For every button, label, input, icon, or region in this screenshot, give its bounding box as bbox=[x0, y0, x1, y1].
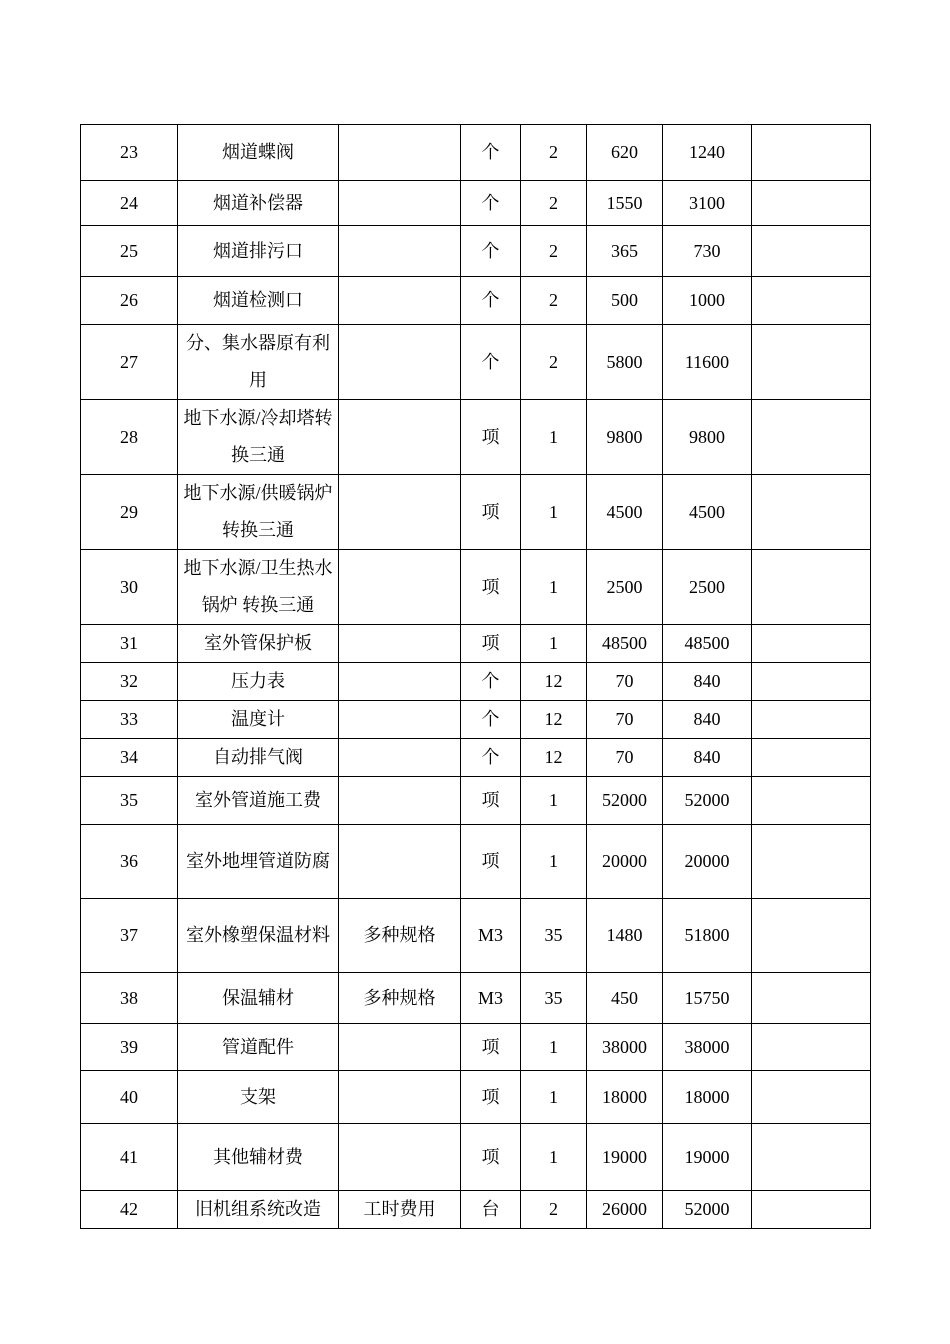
cell-unit: 个 bbox=[461, 663, 521, 701]
cell-spec bbox=[339, 226, 461, 277]
cell-price: 500 bbox=[587, 277, 663, 325]
cell-unit: 项 bbox=[461, 777, 521, 825]
cell-total: 4500 bbox=[663, 475, 752, 550]
cell-note bbox=[752, 739, 871, 777]
cell-name: 旧机组系统改造 bbox=[178, 1191, 339, 1229]
table-row bbox=[81, 825, 871, 899]
cell-name: 烟道排污口 bbox=[178, 226, 339, 277]
cell-total: 3100 bbox=[663, 181, 752, 226]
cell-unit: 台 bbox=[461, 1191, 521, 1229]
cell-total: 840 bbox=[663, 663, 752, 701]
cell-name: 温度计 bbox=[178, 701, 339, 739]
cell-qty: 12 bbox=[521, 663, 587, 701]
cell-qty: 12 bbox=[521, 701, 587, 739]
cell-total: 9800 bbox=[663, 400, 752, 475]
cell-qty: 1 bbox=[521, 550, 587, 625]
cell-no: 23 bbox=[81, 125, 178, 181]
cell-unit: 个 bbox=[461, 181, 521, 226]
cell-name: 地下水源/冷却塔转换三通 bbox=[178, 400, 339, 475]
cell-price: 2500 bbox=[587, 550, 663, 625]
cell-qty: 1 bbox=[521, 625, 587, 663]
cell-price: 1550 bbox=[587, 181, 663, 226]
cell-name: 地下水源/卫生热水锅炉 转换三通 bbox=[178, 550, 339, 625]
cell-no: 40 bbox=[81, 1071, 178, 1124]
cell-qty: 1 bbox=[521, 1024, 587, 1071]
cell-spec bbox=[339, 475, 461, 550]
cell-note bbox=[752, 325, 871, 400]
cell-unit: 项 bbox=[461, 550, 521, 625]
cell-spec bbox=[339, 739, 461, 777]
cell-price: 20000 bbox=[587, 825, 663, 899]
cell-unit: 个 bbox=[461, 226, 521, 277]
table-row bbox=[81, 475, 871, 550]
cell-price: 70 bbox=[587, 663, 663, 701]
cell-note bbox=[752, 825, 871, 899]
cell-no: 27 bbox=[81, 325, 178, 400]
cell-price: 26000 bbox=[587, 1191, 663, 1229]
cell-total: 15750 bbox=[663, 973, 752, 1024]
cell-price: 19000 bbox=[587, 1124, 663, 1191]
cell-note bbox=[752, 181, 871, 226]
cell-no: 26 bbox=[81, 277, 178, 325]
cell-note bbox=[752, 777, 871, 825]
cell-qty: 2 bbox=[521, 125, 587, 181]
cell-no: 41 bbox=[81, 1124, 178, 1191]
cell-name: 地下水源/供暖锅炉 转换三通 bbox=[178, 475, 339, 550]
cell-unit: 个 bbox=[461, 739, 521, 777]
cell-name: 烟道补偿器 bbox=[178, 181, 339, 226]
cell-name: 室外地埋管道防腐 bbox=[178, 825, 339, 899]
cell-no: 37 bbox=[81, 899, 178, 973]
cell-qty: 1 bbox=[521, 475, 587, 550]
table-row bbox=[81, 400, 871, 475]
cell-note bbox=[752, 663, 871, 701]
cell-no: 33 bbox=[81, 701, 178, 739]
cell-no: 39 bbox=[81, 1024, 178, 1071]
cell-spec bbox=[339, 625, 461, 663]
cell-total: 20000 bbox=[663, 825, 752, 899]
cell-spec: 工时费用 bbox=[339, 1191, 461, 1229]
cell-no: 36 bbox=[81, 825, 178, 899]
cell-name: 分、集水器原有利用 bbox=[178, 325, 339, 400]
cell-spec bbox=[339, 181, 461, 226]
cell-total: 11600 bbox=[663, 325, 752, 400]
cell-no: 38 bbox=[81, 973, 178, 1024]
cell-qty: 35 bbox=[521, 973, 587, 1024]
cell-no: 32 bbox=[81, 663, 178, 701]
table-row bbox=[81, 125, 871, 181]
cell-no: 28 bbox=[81, 400, 178, 475]
cell-total: 19000 bbox=[663, 1124, 752, 1191]
cell-name: 管道配件 bbox=[178, 1024, 339, 1071]
cell-unit: 项 bbox=[461, 1024, 521, 1071]
cell-total: 52000 bbox=[663, 1191, 752, 1229]
cell-spec: 多种规格 bbox=[339, 899, 461, 973]
cell-total: 840 bbox=[663, 701, 752, 739]
cell-qty: 2 bbox=[521, 277, 587, 325]
cell-unit: 项 bbox=[461, 475, 521, 550]
cell-name: 保温辅材 bbox=[178, 973, 339, 1024]
cell-note bbox=[752, 277, 871, 325]
cell-name: 烟道蝶阀 bbox=[178, 125, 339, 181]
cell-qty: 2 bbox=[521, 1191, 587, 1229]
cell-unit: 项 bbox=[461, 1071, 521, 1124]
cell-no: 34 bbox=[81, 739, 178, 777]
cell-unit: 项 bbox=[461, 825, 521, 899]
table-row bbox=[81, 973, 871, 1024]
cell-spec bbox=[339, 325, 461, 400]
cell-total: 48500 bbox=[663, 625, 752, 663]
cell-spec bbox=[339, 777, 461, 825]
cell-unit: 个 bbox=[461, 325, 521, 400]
table-row bbox=[81, 550, 871, 625]
cell-spec bbox=[339, 1024, 461, 1071]
cell-note bbox=[752, 1124, 871, 1191]
cell-qty: 1 bbox=[521, 400, 587, 475]
cell-price: 450 bbox=[587, 973, 663, 1024]
cell-total: 730 bbox=[663, 226, 752, 277]
cell-note bbox=[752, 899, 871, 973]
cell-price: 9800 bbox=[587, 400, 663, 475]
cell-no: 35 bbox=[81, 777, 178, 825]
cell-note bbox=[752, 625, 871, 663]
cell-spec bbox=[339, 277, 461, 325]
cell-unit: 个 bbox=[461, 701, 521, 739]
cell-qty: 1 bbox=[521, 825, 587, 899]
table-row bbox=[81, 739, 871, 777]
cell-name: 室外橡塑保温材料 bbox=[178, 899, 339, 973]
cell-qty: 2 bbox=[521, 181, 587, 226]
cell-note bbox=[752, 1191, 871, 1229]
cell-note bbox=[752, 475, 871, 550]
cell-total: 52000 bbox=[663, 777, 752, 825]
table-row bbox=[81, 625, 871, 663]
cell-no: 25 bbox=[81, 226, 178, 277]
cell-spec bbox=[339, 701, 461, 739]
cell-unit: 项 bbox=[461, 1124, 521, 1191]
cell-price: 5800 bbox=[587, 325, 663, 400]
cell-spec bbox=[339, 825, 461, 899]
cell-name: 支架 bbox=[178, 1071, 339, 1124]
cell-unit: 项 bbox=[461, 400, 521, 475]
cell-total: 2500 bbox=[663, 550, 752, 625]
cell-total: 1240 bbox=[663, 125, 752, 181]
cell-note bbox=[752, 125, 871, 181]
cell-price: 18000 bbox=[587, 1071, 663, 1124]
cell-spec bbox=[339, 400, 461, 475]
cell-name: 自动排气阀 bbox=[178, 739, 339, 777]
table-row bbox=[81, 663, 871, 701]
cell-price: 365 bbox=[587, 226, 663, 277]
cell-no: 29 bbox=[81, 475, 178, 550]
table-row bbox=[81, 701, 871, 739]
cell-no: 30 bbox=[81, 550, 178, 625]
cell-price: 52000 bbox=[587, 777, 663, 825]
cell-name: 室外管道施工费 bbox=[178, 777, 339, 825]
cell-spec bbox=[339, 663, 461, 701]
cell-spec bbox=[339, 1071, 461, 1124]
cell-unit: 个 bbox=[461, 125, 521, 181]
cell-no: 24 bbox=[81, 181, 178, 226]
cell-qty: 35 bbox=[521, 899, 587, 973]
cell-spec bbox=[339, 125, 461, 181]
table-row bbox=[81, 777, 871, 825]
cell-no: 42 bbox=[81, 1191, 178, 1229]
cell-price: 1480 bbox=[587, 899, 663, 973]
table-row bbox=[81, 1124, 871, 1191]
cell-name: 压力表 bbox=[178, 663, 339, 701]
cell-spec bbox=[339, 1124, 461, 1191]
cell-price: 620 bbox=[587, 125, 663, 181]
cell-price: 4500 bbox=[587, 475, 663, 550]
table-row bbox=[81, 1024, 871, 1071]
cell-total: 38000 bbox=[663, 1024, 752, 1071]
cell-note bbox=[752, 973, 871, 1024]
cell-name: 室外管保护板 bbox=[178, 625, 339, 663]
cell-price: 70 bbox=[587, 701, 663, 739]
cell-total: 51800 bbox=[663, 899, 752, 973]
cell-name: 烟道检测口 bbox=[178, 277, 339, 325]
cell-qty: 2 bbox=[521, 226, 587, 277]
cell-note bbox=[752, 1071, 871, 1124]
cell-note bbox=[752, 1024, 871, 1071]
table-row bbox=[81, 181, 871, 226]
table-row bbox=[81, 325, 871, 400]
cell-qty: 2 bbox=[521, 325, 587, 400]
cell-note bbox=[752, 226, 871, 277]
cell-unit: 项 bbox=[461, 625, 521, 663]
cell-price: 38000 bbox=[587, 1024, 663, 1071]
table-row bbox=[81, 899, 871, 973]
cell-qty: 12 bbox=[521, 739, 587, 777]
cell-no: 31 bbox=[81, 625, 178, 663]
table-row bbox=[81, 277, 871, 325]
table-row bbox=[81, 1071, 871, 1124]
equipment-cost-table bbox=[80, 124, 871, 1229]
cell-spec bbox=[339, 550, 461, 625]
cell-qty: 1 bbox=[521, 1071, 587, 1124]
table-row bbox=[81, 1191, 871, 1229]
cell-unit: 个 bbox=[461, 277, 521, 325]
cell-note bbox=[752, 400, 871, 475]
cell-qty: 1 bbox=[521, 777, 587, 825]
cell-total: 18000 bbox=[663, 1071, 752, 1124]
cell-price: 48500 bbox=[587, 625, 663, 663]
cell-qty: 1 bbox=[521, 1124, 587, 1191]
cell-unit: M3 bbox=[461, 973, 521, 1024]
cell-note bbox=[752, 550, 871, 625]
cell-total: 1000 bbox=[663, 277, 752, 325]
cell-unit: M3 bbox=[461, 899, 521, 973]
cell-note bbox=[752, 701, 871, 739]
table-body bbox=[81, 125, 871, 1229]
cell-spec: 多种规格 bbox=[339, 973, 461, 1024]
table-row bbox=[81, 226, 871, 277]
cell-price: 70 bbox=[587, 739, 663, 777]
cell-name: 其他辅材费 bbox=[178, 1124, 339, 1191]
cell-total: 840 bbox=[663, 739, 752, 777]
